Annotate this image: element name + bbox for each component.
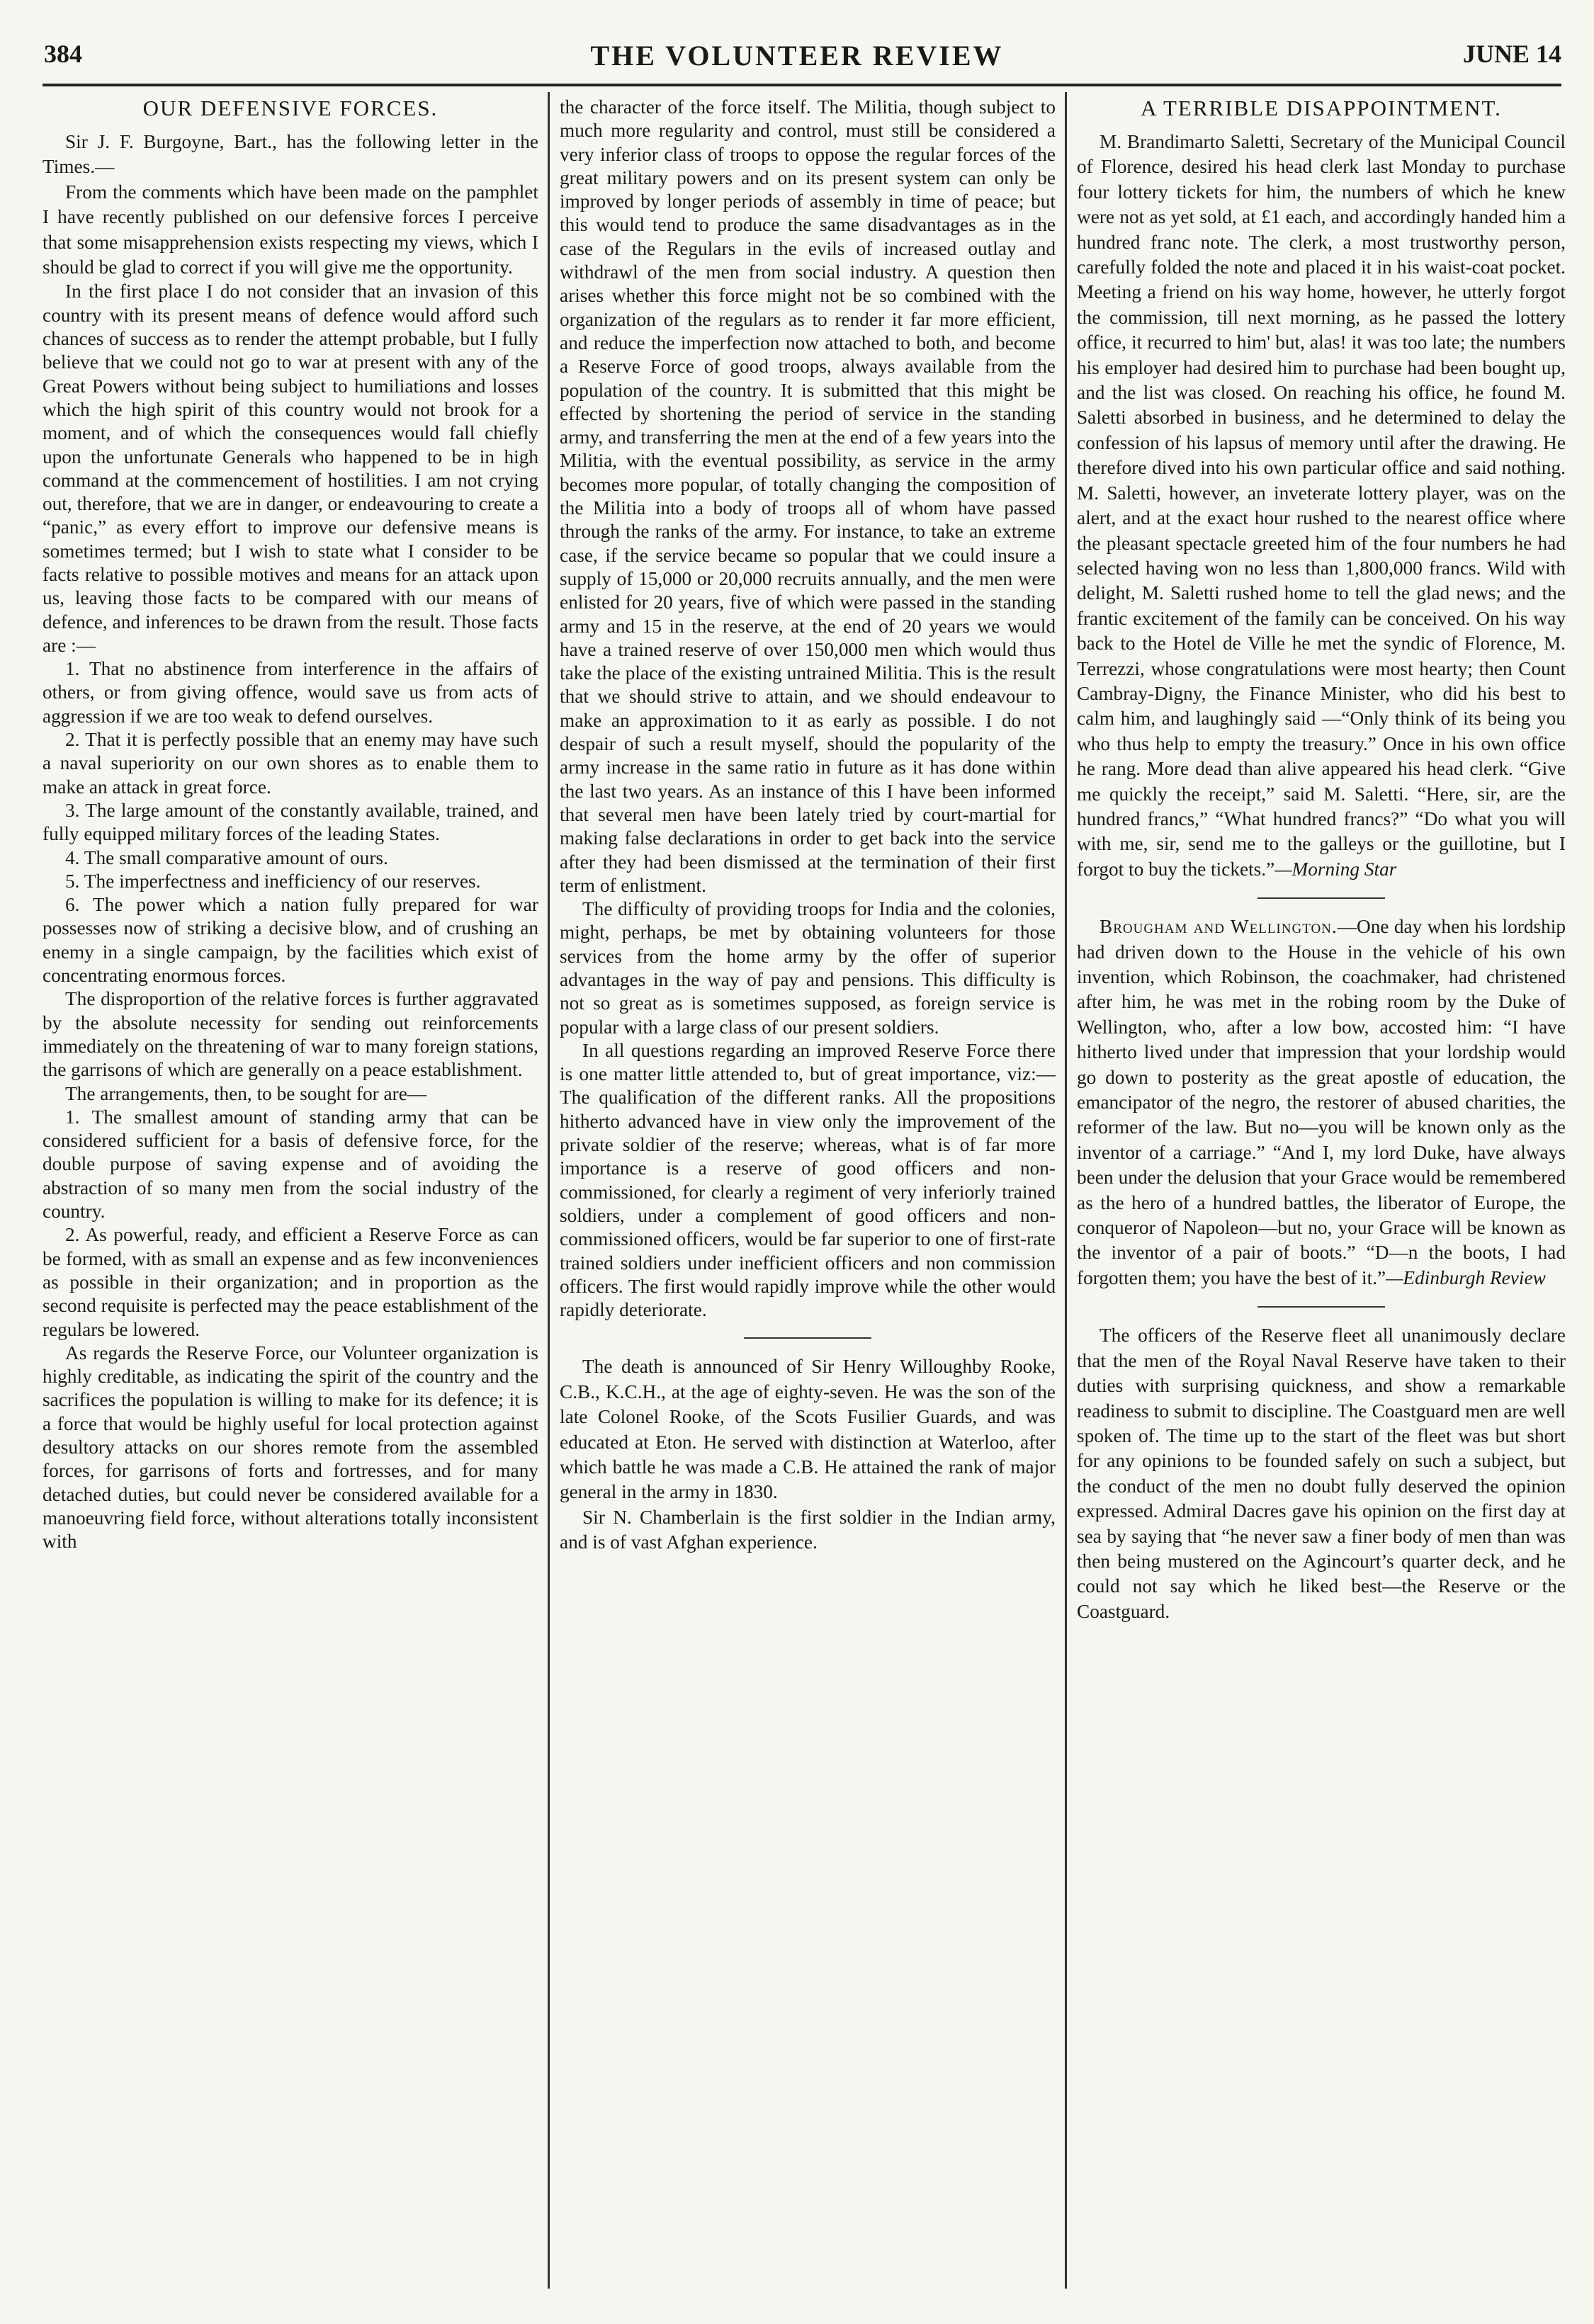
paragraph: 5. The imperfectness and inefficiency of our reserves. [65,870,481,892]
masthead [28,39,1566,81]
paragraph: 2. As powerful, ready, and efficient a Reserve Force as can be formed, with as small an expense and as few inconveniences as possible in their organization; and in proportion as the second requisite is perfected may the peace establishment of the regulars be lowered. [43,1224,538,1340]
paragraph: The officers of the Reserve fleet all unanimously declare that the men of the Royal Naval Reserve have taken to their duties with surprising quickness, and show a remarkable readiness to submit to discipline. The Coastguard men are well spoken of. The time up to the start of the fleet was but short for any opinions to be founded safely on such a subject, but the conduct of the men no doubt fully deserved the opinion expressed. Admiral Dacres gave his opinion on the first day at sea by saying that “he never saw a finer body of men than was then being mustered on the Agincourt’s quarter deck, and he could not say which he liked best—the Reserve or the Coastguard. [1077,1325,1566,1622]
paragraph: The difficulty of providing troops for India and the colonies, might, perhaps, be met by obtaining volunteers for those services from the home army by the offer of superior advantages in the way of pay and pensions. This difficulty is not so great as is sometimes supposed, as foreign service is popular with a large class of our present soldiers. [560,898,1056,1038]
paragraph [1077,914,1566,1291]
item-lead: Brougham and Wellington. [1100,916,1338,938]
paragraph: 3. The large amount of the constantly available, trained, and fully equipped military forces of the leading States. [43,799,538,845]
source-attribution: —Morning Star [1274,858,1397,880]
paragraph: 4. The small comparative amount of ours. [65,846,388,868]
source-attribution: —Edinburgh Review [1386,1266,1546,1288]
article-heading-defensive-forces: OUR DEFENSIVE FORCES. [142,96,439,120]
publication-title: THE VOLUNTEER REVIEW [590,40,1004,72]
issue-date: JUNE 14 [1462,40,1561,68]
header-rule [43,84,1561,86]
page-number: 384 [44,40,82,68]
paragraph: Sir J. F. Burgoyne, Bart., has the following letter in the Times.— [43,131,538,178]
column-divider [1065,92,1067,2289]
column-3 [1077,96,1566,2289]
paragraph: Sir N. Chamberlain is the first soldier in the Indian army, and is of vast Afghan experience. [560,1506,1056,1553]
article-separator [1257,897,1385,899]
paragraph: The arrangements, then, to be sought for are— [65,1082,427,1104]
paragraph: The disproportion of the relative forces is further aggravated by the absolute necessity for sending out reinforcements immediately on the threatening of war to many foreign stations, the garrisons of which are generally on a peace establishment. [43,988,538,1081]
paragraph: 6. The power which a nation fully prepared for war possesses now of striking a decisive blow, and of crushing an enemy in a single campaign, by the facilities which exist of concentrating enormous forces. [43,894,538,987]
article-heading-terrible-disappointment: A TERRIBLE DISAPPOINTMENT. [1141,96,1502,120]
paragraph: 2. That it is perfectly possible that an enemy may have such a naval superiority on our own shores as to enable them to make an attack in great force. [43,729,538,798]
paragraph-text: M. Brandimarto Saletti, Secretary of the Municipal Council of Florence, desired his head clerk last Monday to purchase four lottery tickets for him, the numbers of which he knew were not as yet sold, at £1 each, and accordingly handed him a hundred franc note. The clerk, a most trustworthy person, carefully folded the note and placed it in his waist-coat pocket. Meeting a friend on his way home, however, he utterly forgot the commission, till next morning, as he passed the lottery office, it recurred to him' but, alas! it was too late; the numbers his employer had desired him to purchase had been bought up, and the list was closed. On reaching his office, he found M. Saletti absorbed in business, and he determined to delay the confession of his lapsus of memory until after the drawing. He therefore dived into his own particular office and said nothing. M. Saletti, however, an inveterate lottery player, was on the alert, and at the exact hour rushed to the nearest office where the pleasant spectacle greeted him of the four numbers he had selected having won no less than 1,800,000 francs. Wild with delight, M. Saletti rushed home to tell the glad news; and the frantic excitement of the family can be conceived. On his way back to the Hotel de Ville he met the syndic of Florence, M. Terrezzi, whose congratulations were most hearty; then Count Cambray-Digny, the Finance Minister, who did his best to calm him, and laughingly said —“Only think of its being you who thus help to empty the treasury.” Once in his own office he rang. More dead than alive appeared his head clerk. “Give me quickly the receipt,” said M. Saletti. “Here, sir, are the hundred francs,” “What hundred francs?” “Do what you will with me, sir, send me to the galleys or the guillotine, but I forgot to buy the tickets.” [1077,131,1566,880]
paragraph: As regards the Reserve Force, our Volunteer organization is highly creditable, as indicating the spirit of the country and the sacrifices the population is willing to make for its defence; it is a force that would be highly useful for local protection against desultory attacks on our shores remote from the assembled forces, for garrisons of forts and fortresses, and for many detached duties, but could never be considered available for a manoeuvring field force, without alterations totally inconsistent with [43,1342,538,1553]
article-separator [1257,1306,1385,1308]
paragraph: 1. That no abstinence from interference in the affairs of others, or from giving offence, would save us from acts of aggression if we are too weak to defend ourselves. [43,658,538,727]
article-separator [744,1337,871,1339]
paragraph: In the first place I do not consider that an invasion of this country with its present means of defence would afford such chances of success as to render the attempt probable, but I fully believe that we could not go to war at present with any of the Great Powers without being subject to humiliations and losses which the high spirit of this country would not brook for a moment, and of which the consequences would fall chiefly upon the unfortunate Generals who happened to be in high command at the commencement of hostilities. I am not crying out, therefore, that we are in danger, or endeavouring to create a “panic,” as every effort to improve our defensive means is sometimes termed; but I wish to state what I consider to be facts relative to possible motives and means for an attack upon us, leaving those facts to be compared with our means of defence, and inferences to be drawn from the result. Those facts are :— [43,280,538,656]
paragraph: 1. The smallest amount of standing army that can be considered sufficient for a basis of defensive force, for the double purpose of saving expense and of avoiding the abstraction of so many men from the social industry of the country. [43,1106,538,1223]
paragraph: The death is announced of Sir Henry Willoughby Rooke, C.B., K.C.H., at the age of eighty-seven. He was the son of the late Colonel Rooke, of the Scots Fusilier Guards, and was educated at Eton. He served with distinction at Waterloo, after which battle he was made a C.B. He attained the rank of major general in the army in 1830. [560,1356,1056,1503]
column-1 [43,96,538,2289]
column-divider [548,92,550,2289]
paragraph-text: —One day when his lordship had driven down to the House in the vehicle of his own invention, which Robinson, the coachmaker, had christened after him, he was met in the robing room by the Duke of Wellington, who, after a low bow, accosted him: “I have hitherto lived under that impression that your lordship would go down to posterity as the great apostle of education, the emancipator of the negro, the restorer of abused charities, the reformer of the law. But no—you will be known only as the inventor of a carriage.” “And I, my lord Duke, have always been under the delusion that your Grace would be remembered as the hero of a hundred battles, the liberator of Europe, the conqueror of Napoleon—but no, your Grace will be known as the inventor of a pair of boots.” “D—n the boots, I had forgotten them; you have the best of it.” [1077,916,1566,1288]
paragraph: In all questions regarding an improved Reserve Force there is one matter little attended to, but of great importance, viz:—The qualification of the different ranks. All the propositions hitherto advanced have in view only the improvement of the private soldier of the reserve; whereas, what is of far more importance is a reserve of good officers and non-commissioned, for clearly a regiment of very inferiorly trained soldiers, under a complement of good officers and non-commissioned officers, would be far superior to one of first-rate trained soldiers under inefficient officers and non commission officers. The first would rapidly improve while the other would rapidly deteriorate. [560,1039,1056,1321]
column-2 [560,96,1056,2289]
paragraph: From the comments which have been made on the pamphlet I have recently published on our defensive forces I perceive that some misapprehension exists respecting my views, which I should be glad to correct if you will give me the opportunity. [43,181,538,278]
paragraph [1077,130,1566,882]
paragraph: the character of the force itself. The Militia, though subject to much more regularity and control, must still be considered a very inferior class of troops to oppose the regular forces of the great military powers and on its present system can only be improved by longer periods of assembly in time of peace; but this would tend to produce the same disadvantages as in the case of the Regulars in the evils of increased outlay and withdrawl of the men from social industry. A question then arises whether this force might not be so combined with the organization of the regulars as to render it far more efficient, and reduce the imperfection now attached to both, and become a Reserve Force of good troops, always available from the population of the country. It is submitted that this might be effected by shortening the period of service in the standing army, and transferring the men at the end of a few years into the Militia, with the eventual possibility, as service in the army becomes more popular, of totally changing the composition of the Militia into a body of troops all of whom have passed through the ranks of the army. For instance, to take an extreme case, if the service became so popular that we could insure a supply of 15,000 or 20,000 recruits annually, and the men were enlisted for 20 years, five of which were passed in the standing army and 15 in the reserve, at the end of 20 years we would have a trained reserve of over 150,000 men which would thus take the place of the existing untrained Militia. This is the result that we should strive to attain, and we should endeavour to make an approximation to it as early as possible. I do not despair of such a result myself, should the popularity of the army increase in the same ratio in future as it has done within the last two years. As an instance of this I have been informed that several men have been lately tried by court-martial for making false declarations in order to get back into the service after they had been dismissed at the termination of their first term of enlistment. [560,96,1056,896]
